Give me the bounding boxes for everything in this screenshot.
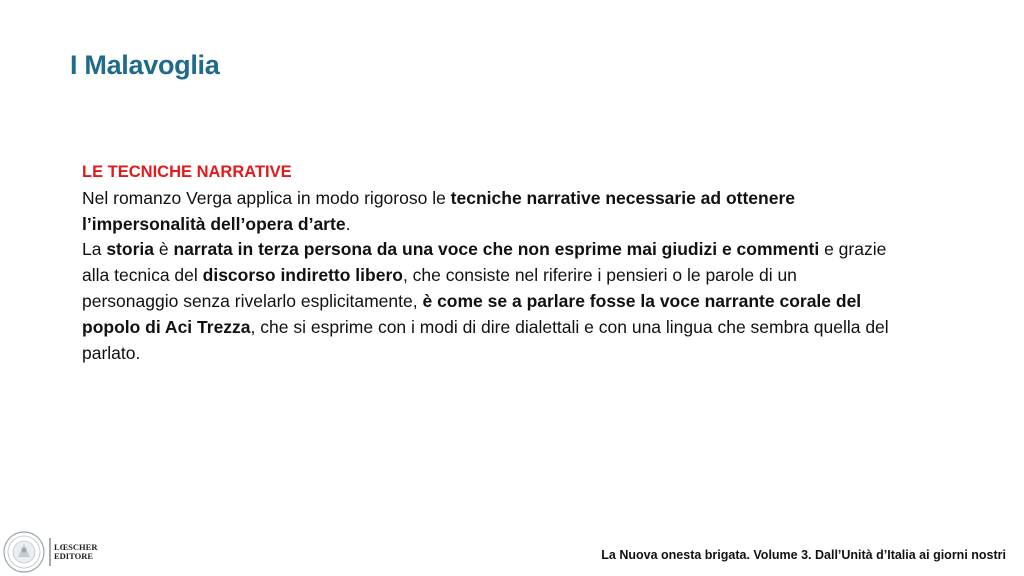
paragraph-1 [82, 186, 892, 238]
paragraph-2 [82, 237, 892, 366]
section-heading: LE TECNICHE NARRATIVE [82, 163, 292, 181]
publisher-seal-icon [4, 532, 44, 572]
publisher-logo [2, 530, 102, 574]
bold-run-7: è come se a parlare fosse la voce narrante corale del popolo di Aci Trezza [82, 290, 862, 337]
bold-run-3: narrata in terza persona da una voce che non esprime mai giudizi e commenti [173, 239, 820, 260]
text-run-0: La [82, 239, 107, 260]
text-run-2: è [153, 239, 174, 260]
bold-run-1: storia [106, 239, 154, 260]
text-run-4: e grazie alla tecnica del [82, 239, 887, 286]
logo-name-line2: EDITORE [54, 551, 94, 561]
page-title: I Malavoglia [70, 50, 220, 80]
content-block [82, 160, 892, 366]
logo-name-line1: LŒSCHER [54, 542, 98, 552]
text-run-2: . [345, 213, 351, 234]
bold-run-5: discorso indiretto libero [202, 265, 403, 286]
text-run-0: Nel romanzo Verga applica in modo rigoroso le [82, 187, 451, 208]
footer-caption: La Nuova onesta brigata. Volume 3. Dall’Unità d’Italia ai giorni nostri [601, 548, 1006, 562]
text-run-8: , che si esprime con i modi di dire dialettali e con una lingua che sembra quella del parlato. [82, 316, 889, 363]
bold-run-1: tecniche narrative necessarie ad ottenere l’impersonalità dell’opera d’arte [82, 187, 796, 234]
text-run-6: , che consiste nel riferire i pensieri o le parole di un personaggio senza rivelarlo esplicitamente, [82, 265, 797, 311]
